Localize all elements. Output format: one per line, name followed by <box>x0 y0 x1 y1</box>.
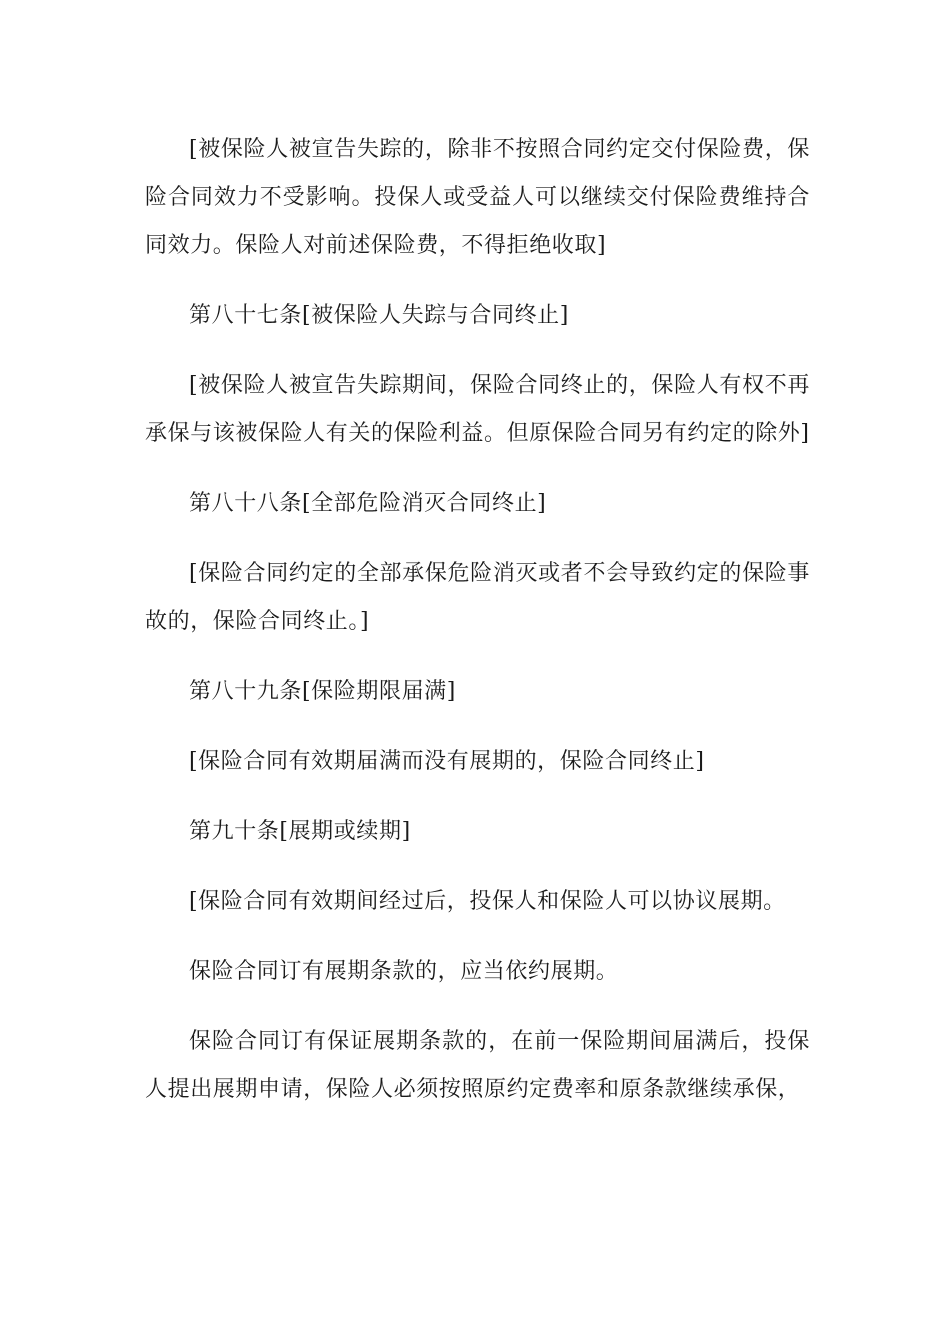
paragraph-article-90-body-2: 保险合同订有展期条款的，应当依约展期。 <box>189 959 619 984</box>
paragraph-article-87-body: [被保险人被宣告失踪期间，保险合同终止的，保险人有权不再承保与该被保险人有关的保险利益。但原保险合同另有约定的除外] <box>145 373 810 446</box>
document-body <box>145 126 810 1136</box>
paragraph-article-89-body: [保险合同有效期届满而没有展期的，保险合同终止] <box>189 749 705 774</box>
article-88-heading: 第八十八条[全部危险消灭合同终止] <box>189 491 547 516</box>
paragraph-article-90-body-3: 保险合同订有保证展期条款的，在前一保险期间届满后，投保人提出展期申请，保险人必须按照原约定费率和原条款继续承保， <box>145 1029 810 1102</box>
paragraph-article-90-body-1: [保险合同有效期间经过后，投保人和保险人可以协议展期。 <box>189 889 786 914</box>
paragraph-article-88-body: [保险合同约定的全部承保危险消灭或者不会导致约定的保险事故的，保险合同终止。] <box>145 561 810 634</box>
article-89-heading: 第八十九条[保险期限届满] <box>189 679 456 704</box>
paragraph-missing-insured-effect: [被保险人被宣告失踪的，除非不按照合同约定交付保险费，保险合同效力不受影响。投保人或受益人可以继续交付保险费维持合同效力。保险人对前述保险费，不得拒绝收取] <box>145 137 810 258</box>
article-87-heading: 第八十七条[被保险人失踪与合同终止] <box>189 303 569 328</box>
article-90-heading: 第九十条[展期或续期] <box>189 819 411 844</box>
